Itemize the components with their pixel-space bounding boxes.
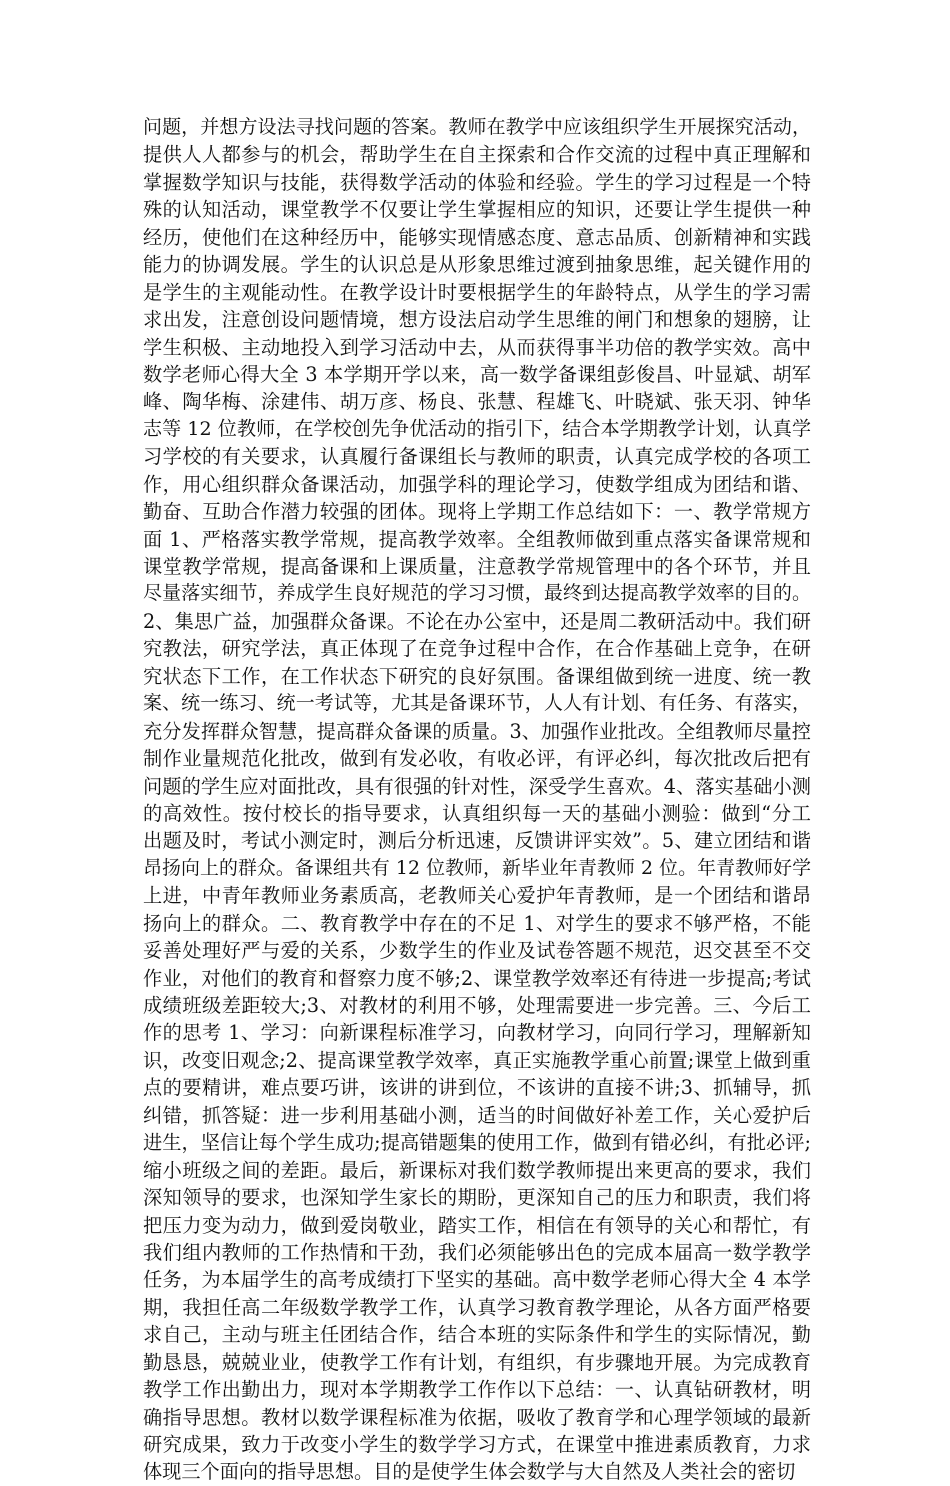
text-line: 经历，使他们在这种经历中，能够实现情感态度、意志品质、创新精神和实践 [143,225,811,249]
text-line: 尽量落实细节，养成学生良好规范的学习习惯，最终到达提高教学效率的目的。 [143,582,811,605]
text-line: 2、集思广益，加强群众备课。不论在办公室中，还是周二教研活动中。我们研 [143,609,811,633]
text-line: 案、统一练习、统一考试等，尤其是备课环节，人人有计划、有任务、有落实， [143,692,811,715]
text-line: 掌握数学知识与技能，获得数学活动的体验和经验。学生的学习过程是一个特 [143,170,811,194]
text-line: 制作业量规范化批改，做到有发必收，有收必评，有评必纠，每次批改后把有 [143,747,811,771]
text-line: 扬向上的群众。二、教育教学中存在的不足 1、对学生的要求不够严格，不能 [143,911,811,935]
text-line: 数学老师心得大全 3 本学期开学以来，高一数学备课组彭俊昌、叶显斌、胡军 [143,362,811,386]
text-line: 上进，中青年教师业务素质高，老教师关心爱护年青教师，是一个团结和谐昂 [143,884,811,908]
text-line: 昂扬向上的群众。备课组共有 12 位教师，新毕业年青教师 2 位。年青教师好学 [143,856,811,879]
text-line: 识，改变旧观念;2、提高课堂教学效率，真正实施教学重心前置;课堂上做到重 [143,1048,811,1072]
text-line: 习学校的有关要求，认真履行备课组长与教师的职责，认真完成学校的各项工 [143,445,811,469]
text-line: 勤奋、互助合作潜力较强的团体。现将上学期工作总结如下：一、教学常规方 [143,500,811,524]
text-line: 点的要精讲，难点要巧讲，该讲的讲到位，不该讲的直接不讲;3、抓辅导，抓 [143,1076,811,1100]
text-line: 峰、陶华梅、涂建伟、胡万彦、杨良、张慧、程雄飞、叶晓斌、张天羽、钟华 [143,390,811,414]
text-line: 教学工作出勤出力，现对本学期教学工作作以下总结：一、认真钻研教材，明 [143,1378,811,1402]
text-line: 求出发，注意创设问题情境，想方设法启动学生思维的闸门和想象的翅膀，让 [143,308,811,332]
text-line: 课堂教学常规，提高备课和上课质量，注意教学常规管理中的各个环节，并且 [143,555,811,578]
text-line: 学生积极、主动地投入到学习活动中去，从而获得事半功倍的教学实效。高中 [143,335,811,359]
text-line: 志等 12 位教师，在学校创先争优活动的指引下，结合本学期教学计划，认真学 [143,417,811,440]
text-line: 作业，对他们的教育和督察力度不够;2、课堂教学效率还有待进一步提高;考试 [143,966,811,990]
text-line: 求自己，主动与班主任团结合作，结合本班的实际条件和学生的实际情况，勤 [143,1323,811,1347]
text-line: 任务，为本届学生的高考成绩打下坚实的基础。高中数学老师心得大全 4 本学 [143,1268,811,1292]
text-line: 究教法，研究学法，真正体现了在竞争过程中合作，在合作基础上竞争，在研 [143,637,811,661]
text-line: 是学生的主观能动性。在教学设计时要根据学生的年龄特点，从学生的学习需 [143,280,811,304]
text-line: 问题的学生应对面批改，具有很强的针对性，深受学生喜欢。4、落实基础小测 [143,774,811,798]
text-line: 勤恳恳，兢兢业业，使教学工作有计划，有组织，有步骤地开展。为完成教育 [143,1350,811,1374]
text-line: 缩小班级之间的差距。最后，新课标对我们数学教师提出来更高的要求，我们 [143,1158,811,1182]
text-line: 期，我担任高二年级数学教学工作，认真学习教育教学理论，从各方面严格要 [143,1295,811,1319]
text-line: 进生，坚信让每个学生成功;提高错题集的使用工作，做到有错必纠，有批必评; [143,1131,811,1155]
text-line: 问题，并想方设法寻找问题的答案。教师在教学中应该组织学生开展探究活动， [143,116,811,138]
text-line: 体现三个面向的指导思想。目的是使学生体会数学与大自然及人类社会的密切 [143,1460,796,1484]
text-line: 妥善处理好严与爱的关系，少数学生的作业及试卷答题不规范，迟交甚至不交 [143,939,811,963]
text-line: 纠错，抓答疑：进一步利用基础小测，适当的时间做好补差工作，关心爱护后 [143,1103,811,1127]
text-line: 我们组内教师的工作热情和干劲，我们必须能够出色的完成本届高一数学教学 [143,1240,811,1264]
body-text [143,114,811,1486]
text-line: 深知领导的要求，也深知学生家长的期盼，更深知自己的压力和职责，我们将 [143,1186,811,1210]
text-line: 出题及时，考试小测定时，测后分析迅速，反馈讲评实效”。5、建立团结和谐 [143,829,811,853]
text-line: 研究成果，致力于改变小学生的数学学习方式，在课堂中推进素质教育，力求 [143,1433,811,1456]
text-line: 的高效性。按付校长的指导要求，认真组织每一天的基础小测验：做到“分工 [143,801,811,825]
text-line: 把压力变为动力，做到爱岗敬业，踏实工作，相信在有领导的关心和帮忙，有 [143,1213,811,1237]
text-line: 作，用心组织群众备课活动，加强学科的理论学习，使数学组成为团结和谐、 [143,472,811,496]
text-line: 确指导思想。教材以数学课程标准为依据，吸收了教育学和心理学领域的最新 [143,1405,811,1429]
text-line: 究状态下工作，在工作状态下研究的良好氛围。备课组做到统一进度、统一教 [143,664,811,688]
text-line: 殊的认知活动，课堂教学不仅要让学生掌握相应的知识，还要让学生提供一种 [143,198,811,222]
text-line: 能力的协调发展。学生的认识总是从形象思维过渡到抽象思维，起关键作用的 [143,253,811,277]
text-line: 作的思考 1、学习：向新课程标准学习，向教材学习，向同行学习，理解新知 [143,1021,811,1045]
text-line: 成绩班级差距较大;3、对教材的利用不够，处理需要进一步完善。三、今后工 [143,994,811,1017]
text-line: 提供人人都参与的机会，帮助学生在自主探索和合作交流的过程中真正理解和 [143,143,811,167]
text-line: 充分发挥群众智慧，提高群众备课的质量。3、加强作业批改。全组教师尽量控 [143,719,811,743]
text-line: 面 1、严格落实教学常规，提高教学效率。全组教师做到重点落实备课常规和 [143,527,811,551]
